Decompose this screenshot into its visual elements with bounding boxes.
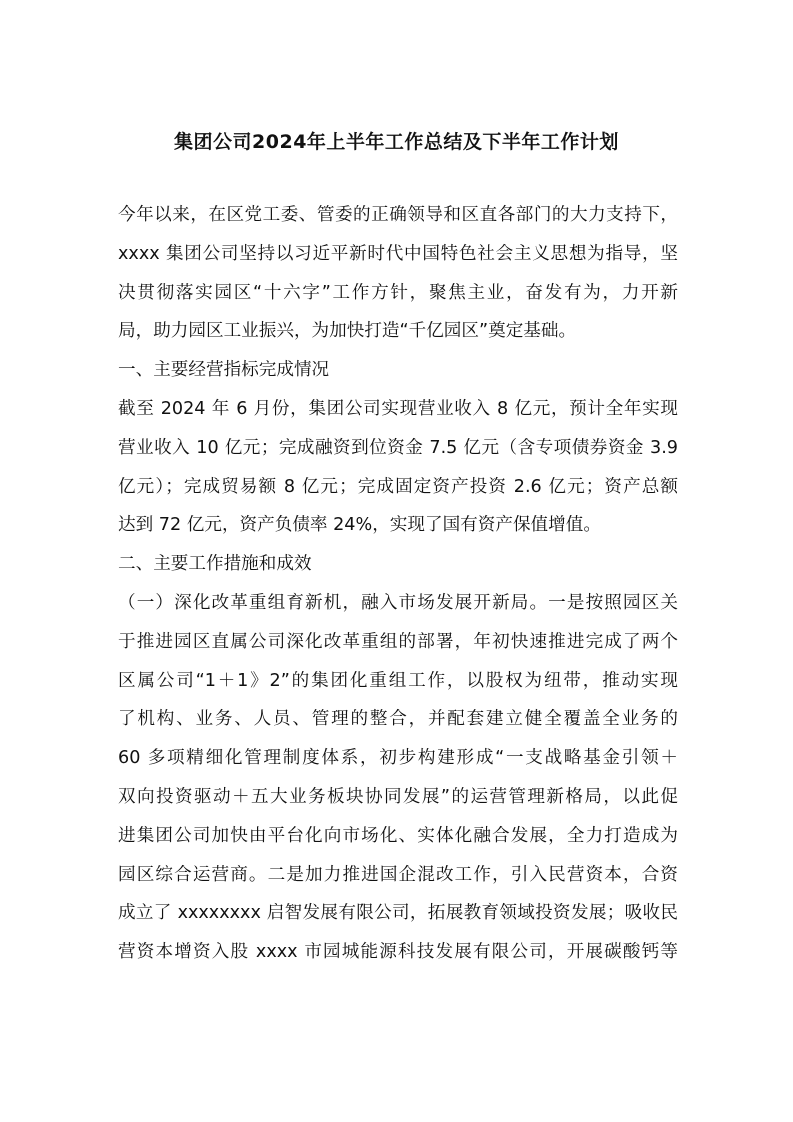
body-line: 园区综合运营商。二是加力推进国企混改工作，引入民营资本，合资 — [118, 864, 678, 885]
body-line: 成立了 xxxxxxxx 启智发展有限公司，拓展教育领域投资发展；吸收民 — [118, 903, 678, 924]
body-line: 亿元）；完成贸易额 8 亿元；完成固定资产投资 2.6 亿元；资产总额 — [118, 476, 678, 497]
body-line: 于推进园区直属公司深化改革重组的部署，年初快速推进完成了两个 — [118, 631, 678, 652]
section-heading-2: 二、主要工作措施和成效 — [118, 554, 312, 575]
document-body — [118, 196, 678, 972]
body-line: 营业收入 10 亿元；完成融资到位资金 7.5 亿元（含专项债券资金 3.9 — [118, 437, 678, 458]
body-line: 今年以来，在区党工委、管委的正确领导和区直各部门的大力支持下， — [118, 205, 678, 225]
body-line: 达到 72 亿元，资产负债率 24%，实现了国有资产保值增值。 — [118, 515, 601, 536]
section-heading-1: 一、主要经营指标完成情况 — [118, 360, 330, 381]
body-line: 了机构、业务、人员、管理的整合，并配套建立健全覆盖全业务的 — [118, 709, 678, 730]
body-line: 局，助力园区工业振兴，为加快打造“千亿园区”奠定基础。 — [118, 321, 577, 342]
body-line: 60 多项精细化管理制度体系，初步构建形成“一支战略基金引领＋ — [118, 748, 678, 769]
body-line: 截至 2024 年 6 月份，集团公司实现营业收入 8 亿元，预计全年实现 — [118, 398, 678, 419]
body-line: 区属公司“1＋1》2”的集团化重组工作，以股权为纽带，推动实现 — [118, 670, 678, 691]
body-line: 营资本增资入股 xxxx 市园城能源科技发展有限公司，开展碳酸钙等 — [118, 942, 678, 963]
body-line: xxxx 集团公司坚持以习近平新时代中国特色社会主义思想为指导，坚 — [118, 243, 678, 264]
body-line: 进集团公司加快由平台化向市场化、实体化融合发展，全力打造成为 — [118, 825, 678, 846]
document-title: 集团公司2024年上半年工作总结及下半年工作计划 — [174, 131, 619, 153]
body-line: 双向投资驱动＋五大业务板块协同发展”的运营管理新格局，以此促 — [118, 786, 678, 807]
body-line: 决贯彻落实园区“十六字”工作方针，聚焦主业，奋发有为，力开新 — [118, 282, 678, 303]
body-line: （一）深化改革重组育新机，融入市场发展开新局。一是按照园区关 — [118, 592, 678, 613]
